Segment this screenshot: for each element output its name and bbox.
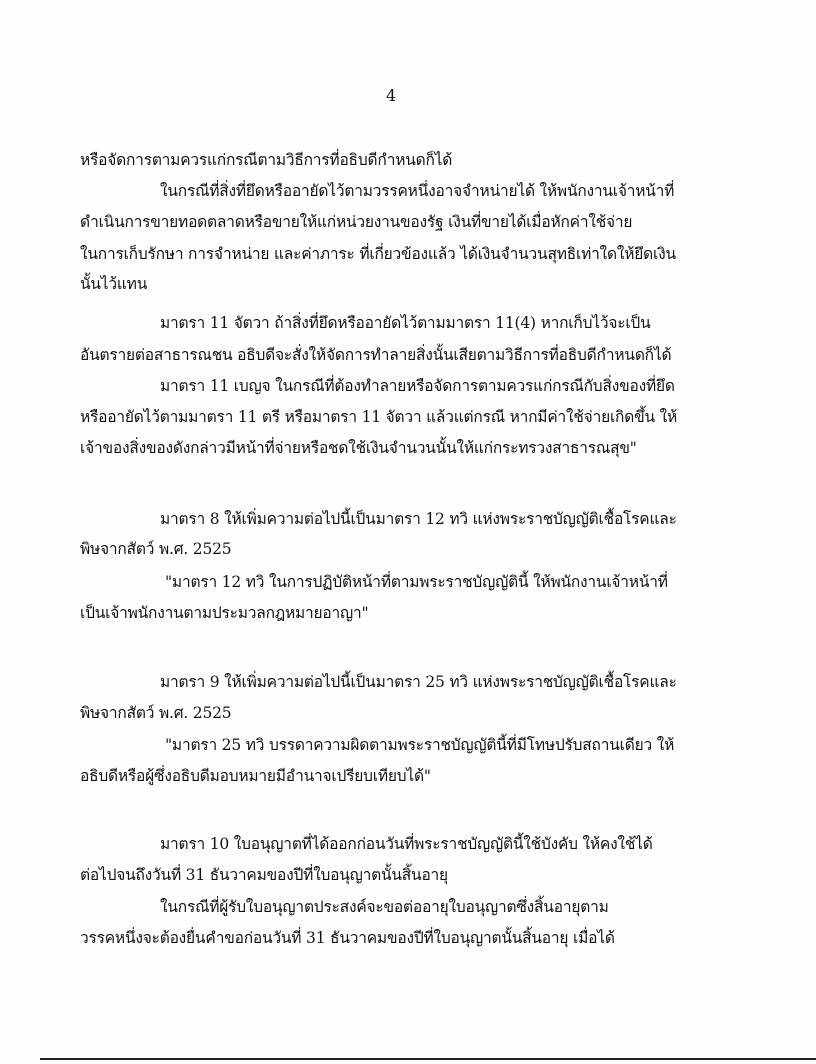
page-number: 4: [386, 86, 397, 105]
text-line: เป็นเจ้าพนักงานตามประมวลกฎหมายอาญา": [80, 604, 369, 622]
text-line: ในกรณีที่ผู้รับใบอนุญาตประสงค์จะขอต่ออายุใบอนุญาตซึ่งสิ้นอายุตาม: [160, 898, 609, 916]
text-line: มาตรา 10 ใบอนุญาตที่ได้ออกก่อนวันที่พระราชบัญญัตินี้ใช้บังคับ ให้คงใช้ได้: [160, 835, 653, 853]
text-line: มาตรา 11 เบญจ ในกรณีที่ต้องทำลายหรือจัดการตามควรแก่กรณีกับสิ่งของที่ยึด: [160, 377, 675, 395]
text-line: ดำเนินการขายทอดตลาดหรือขายให้แก่หน่วยงานของรัฐ เงินที่ขายได้เมื่อหักค่าใช้จ่าย: [80, 213, 633, 231]
text-line: พิษจากสัตว์ พ.ศ. 2525: [80, 540, 232, 558]
text-line: อธิบดีหรือผู้ซึ่งอธิบดีมอบหมายมีอำนาจเปรียบเทียบได้": [80, 767, 431, 785]
text-line: วรรคหนึ่งจะต้องยื่นคำขอก่อนวันที่ 31 ธันวาคมของปีที่ใบอนุญาตนั้นสิ้นอายุ เมื่อได้: [80, 929, 615, 947]
text-line: "มาตรา 12 ทวิ ในการปฏิบัติหน้าที่ตามพระราชบัญญัตินี้ ให้พนักงานเจ้าหน้าที่: [165, 573, 668, 591]
text-line: พิษจากสัตว์ พ.ศ. 2525: [80, 704, 232, 722]
text-line: มาตรา 8 ให้เพิ่มความต่อไปนี้เป็นมาตรา 12 ทวิ แห่งพระราชบัญญัติเชื้อโรคและ: [160, 510, 677, 528]
text-line: มาตรา 9 ให้เพิ่มความต่อไปนี้เป็นมาตรา 25 ทวิ แห่งพระราชบัญญัติเชื้อโรคและ: [160, 673, 677, 691]
text-line: นั้นไว้แทน: [80, 275, 148, 293]
text-line: ในการเก็บรักษา การจำหน่าย และค่าภาระ ที่เกี่ยวข้องแล้ว ได้เงินจำนวนสุทธิเท่าใดให้ยึดเงิน: [80, 245, 676, 263]
text-line: อันตรายต่อสาธารณชน อธิบดีจะสั่งให้จัดการทำลายสิ่งนั้นเสียตามวิธีการที่อธิบดีกำหนดก็ได้: [80, 346, 672, 364]
text-line: มาตรา 11 จัตวา ถ้าสิ่งที่ยึดหรืออายัดไว้ตามมาตรา 11(4) หากเก็บไว้จะเป็น: [160, 314, 651, 332]
text-line: ต่อไปจนถึงวันที่ 31 ธันวาคมของปีที่ใบอนุญาตนั้นสิ้นอายุ: [80, 866, 448, 884]
text-line: หรือจัดการตามควรแก่กรณีตามวิธีการที่อธิบดีกำหนดก็ได้: [80, 151, 453, 169]
text-line: ในกรณีที่สิ่งที่ยึดหรืออายัดไว้ตามวรรคหนึ่งอาจจำหน่ายได้ ให้พนักงานเจ้าหน้าที่: [160, 182, 675, 200]
text-line: เจ้าของสิ่งของดังกล่าวมีหน้าที่จ่ายหรือชดใช้เงินจำนวนนั้นให้แก่กระทรวงสาธารณสุข": [80, 439, 637, 457]
text-line: หรืออายัดไว้ตามมาตรา 11 ตรี หรือมาตรา 11 จัตวา แล้วแต่กรณี หากมีค่าใช้จ่ายเกิดขึ้น ให้: [80, 408, 678, 426]
text-line: "มาตรา 25 ทวิ บรรดาความผิดตามพระราชบัญญัตินี้ที่มีโทษปรับสถานเดียว ให้: [165, 736, 675, 754]
footer-rule: [40, 1058, 816, 1060]
